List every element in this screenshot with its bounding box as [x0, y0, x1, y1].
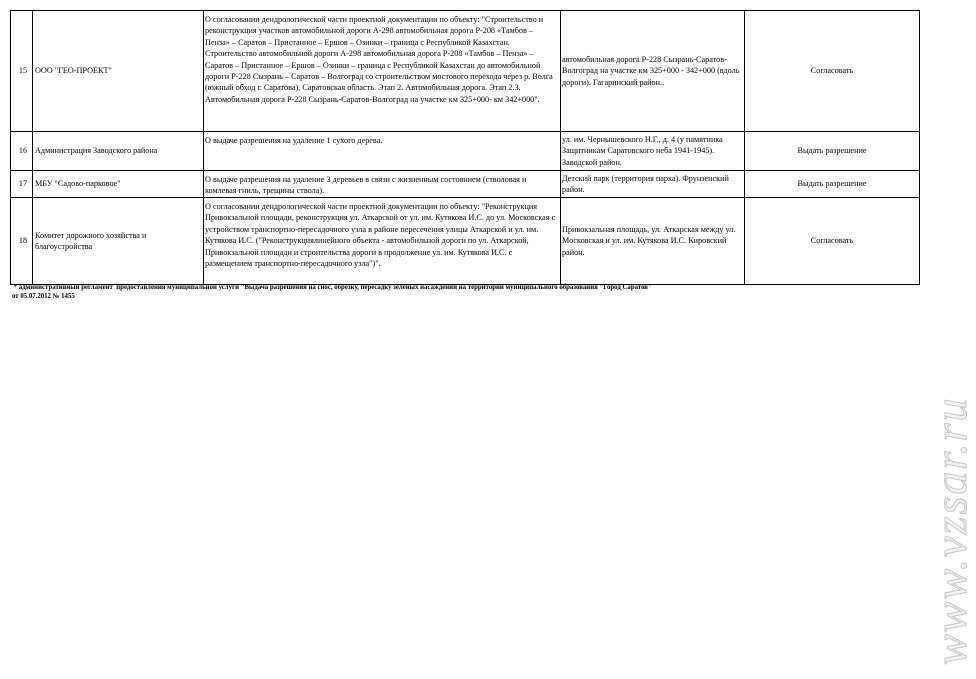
decision-cell: Выдать разрешение: [745, 171, 920, 198]
applicant-cell: Комитет дорожного хозяйства и благоустройства: [33, 198, 204, 285]
applicant-cell: МБУ "Садово-парковое": [33, 171, 204, 198]
row-number: 18: [11, 198, 33, 285]
request-description: О согласовании дендрологической части проектной документации по объекту: "Строительство и реконструкция участков автомобильной дороги А-298 автомобильная дорога Р-208 «Тамбов – Пенза» – Саратов – Пристанное – Ершов – Озинки – граница с Республикой Казахстан. Строительство автомобильной дороги А-298 автомобильная дорога Р-208 «Тамбов – Пенза» – Саратов – Пристанное – Ершов – Озинки – граница с Республикой Казахстан до автомобильной дороги Р-228 Сызрань – Саратов – Волгоград со строительством мостового перехода через р. Волга (южный обход г. Саратова), Саратовская область. Этап 2. Автомобильная дорога. Этап 2.3. Автомобильная дорога Р-228 Сызрань-Саратов-Волгоград на участке км 325+000- км 342+000".: [204, 11, 561, 132]
location-cell: автомобильная дорога Р-228 Сызрань-Саратов-Волгоград на участке км 325+000 - 342+000 (вдоль дороги). Гагаринский район..: [561, 11, 745, 132]
row-number: 15: [11, 11, 33, 132]
footnote-regulation: * административный регламент предоставления муниципальной услуги "Выдача разрешения на снос, обрезку, пересадку зеленых насаждений на территории муниципального образования "Город Саратов": [12, 284, 652, 291]
location-cell: Привокзальная площадь, ул. Аткарская между ул. Московская и ул. им. Кутякова И.С. Кировский район.: [561, 198, 745, 285]
table-row: [11, 171, 920, 198]
row-number: 16: [11, 132, 33, 171]
applicant-cell: Администрация Заводского района: [33, 132, 204, 171]
decision-cell: Согласовать: [745, 198, 920, 285]
request-description: О выдаче разрешения на удаление 1 сухого дерева.: [204, 132, 561, 171]
applicant-cell: ООО "ГЕО-ПРОЕКТ": [33, 11, 204, 132]
table-row: [11, 198, 920, 285]
request-description: О согласовании дендрологической части проектной документации по объекту: "Реконструкция Привокзальной площади, реконструкция ул. Аткарской от ул. им. Кутякова И.С. до ул. Московская с устройством транспортно-пересадочного узла в районе пересечения улицы Аткарской и ул. им. Кутякова И.С. ("Реконструкциялинейного объекта - автомобильной дороги по ул. Аткарской, Привокзальной площади и строительства дороги в продолжение ул. им. Кутякова И.С. с размещением транспортно-пересадочного узла")".: [204, 198, 561, 285]
permits-table: [10, 10, 920, 285]
location-cell: Детский парк (территория парка). Фрунзенский район.: [561, 171, 745, 198]
decision-cell: Выдать разрешение: [745, 132, 920, 171]
table-row: [11, 132, 920, 171]
site-watermark: www.vzsar.ru: [925, 396, 976, 665]
table-row: [11, 11, 920, 132]
row-number: 17: [11, 171, 33, 198]
request-description: О выдаче разрешения на удаление 3 деревьев в связи с жизненным состоянием (стволовая и комлевая гниль, трещины ствола).: [204, 171, 561, 198]
footnote: [12, 283, 912, 301]
footnote-date: от 05.07.2012 № 1455: [12, 293, 75, 300]
decision-cell: Согласовать: [745, 11, 920, 132]
location-cell: ул. им. Чернышевского Н.Г., д. 4 (у памятника Защитникам Саратовского неба 1941-1945). Заводской район.: [561, 132, 745, 171]
